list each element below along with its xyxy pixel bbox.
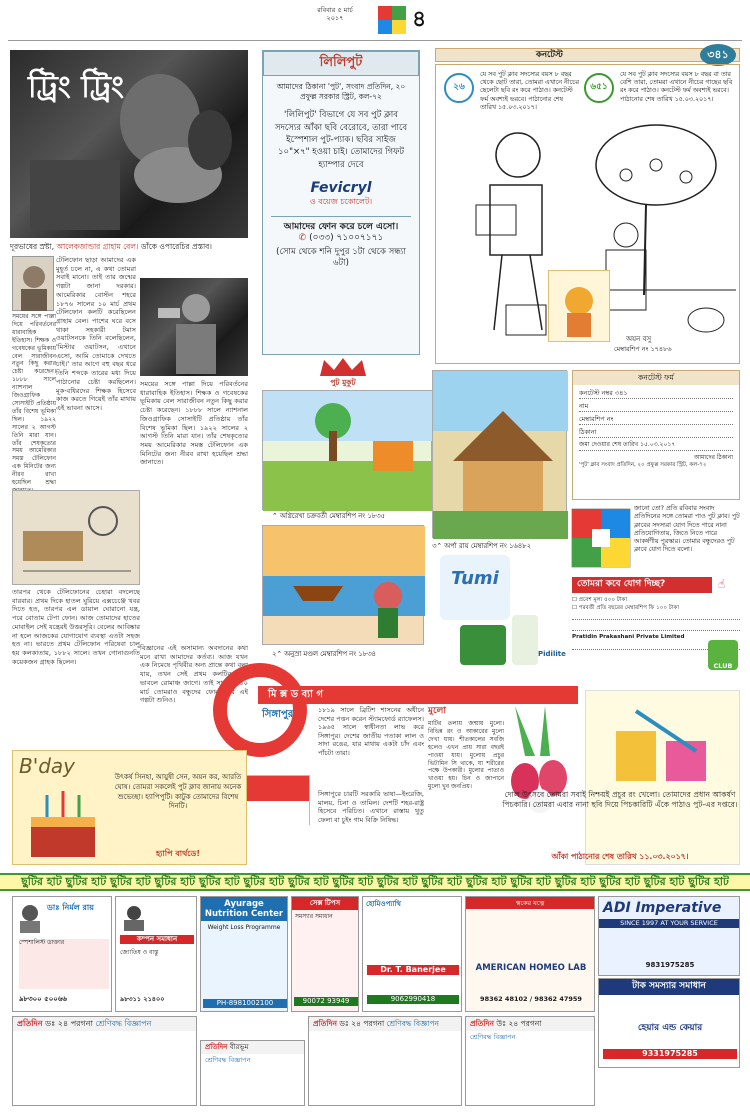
ad-american-homeo[interactable]: ত্বকের যত্নে AMERICAN HOMEO LAB 98362 48102 / 98362 47959 xyxy=(465,896,595,1012)
mixed-bag-text1: ১৮১৯ সালে ব্রিটিশ শাসনের অধীনে দেশের পত্তন করেন স্ট্যামফোর্ড র‍্যাফেলস। ১৯৬৫ সালে স্বাধীনতা লাভ করে সিঙ্গাপুর। দেশের জাতীয় পতাকা লাল ও সাদা রঙের, যার মাথায় একটা চাঁদ এবং পাঁচটা তারা। xyxy=(318,706,424,757)
holi-body: দোল উৎসবে তোমরা সবাই নিশ্চয়ই প্রচুর রং খেলো। তোমাদের প্রধান আকর্ষণ পিচকারি। তোমরা এবার নানা ছবি দিয়ে পিচকারিটি এঁকে পাঠাও পুট-এর দপ্তরে। xyxy=(502,790,738,810)
veg-title: মুলো xyxy=(428,706,446,716)
winner-art xyxy=(548,270,610,342)
article-col-2: সময়ের সঙ্গে পাল্লা দিয়ে পরিবর্তনের ধারাবাহিক ইতিহাস। শিক্ষক ও গবেষকের ভূমিকায় বেল সারাজীবন নতুন কিছু করার চেষ্টা করেছেন। ১৮৮৮ সালে ন্যাশনাল জিওগ্রাফিক সোসাইটি প্রতিষ্ঠায় তাঁর বিশেষ ভূমিকা ছিল। ১৯২২ সালের ২ আগস্ট তিনি মারা যান। তাঁর শেষকৃত্যের সময় আমেরিকার সমস্ত টেলিফোন এক মিনিটের জন্য নীরব রাখা হয়েছিল শ্রদ্ধা জানাতে। xyxy=(140,380,248,467)
ad-hair-care[interactable]: টাক সমস্যার সমাধান হেয়ার এন্ড কেয়ার 9331975285 xyxy=(598,978,740,1068)
mixed-bag-title: মি ক্স ড ব্যা গ xyxy=(258,686,578,704)
artwork-1 xyxy=(262,390,432,510)
contest-box xyxy=(435,64,740,364)
country-name: সিঙ্গাপুর xyxy=(262,709,294,720)
contest-number: ৩৪১ xyxy=(700,44,736,66)
hand-pointer-icon: ☝ xyxy=(718,577,726,591)
artwork-3-credit: ২⌃ অনুস্রা মণ্ডল মেম্বারশিপ নং ১৮৩৪ xyxy=(272,650,376,658)
form-name-field[interactable]: নাম xyxy=(579,402,733,412)
hat-bar-text: ছুটির হাট ছুটির হাট ছুটির হাট ছুটির হাট ছুটির হাট ছুটির হাট ছুটির হাট ছুটির হাট ছুটির হাট ছুটির হাট ছুটির হাট ছুটির হাট ছুটির হাট ছুটির হাট ছুটির হাট ছুটির হাট xyxy=(21,874,729,888)
telephone-photo xyxy=(140,278,248,376)
mixed-bag-text2: সিঙ্গাপুরে চারটি সরকারি ভাষা—ইংরেজি, মালয়, চিনা ও তামিল। দেশটি শহর-রাষ্ট্র হিসেবে পরিচিত। এখানে রাস্তায় থুতু ফেলা বা চুইং গাম বিক্রি নিষিদ্ধ। xyxy=(318,790,424,824)
paint-buckets-icon xyxy=(606,701,716,791)
article-col-1b: সময়ের সঙ্গে পাল্লা দিয়ে পরিবর্তনের ধারাবাহিক ইতিহাস। শিক্ষক ও গবেষকের ভূমিকায় বেল সারাজীবন নতুন কিছু করার চেষ্টা করেছেন। ১৮৮৮ সালে ন্যাশনাল জিওগ্রাফিক সোসাইটি প্রতিষ্ঠায় তাঁর বিশেষ ভূমিকা ছিল। ১৯২২ সালের ২ আগস্ট তিনি মারা যান। তাঁর শেষকৃত্যের সময় আমেরিকার সমস্ত টেলিফোন এক মিনিটের জন্য নীরব রাখা হয়েছিল শ্রদ্ধা xyxy=(12,313,56,487)
early-telephone-diagram xyxy=(12,490,140,585)
tring-title: ট্রিং ট্রিং xyxy=(28,70,125,105)
lilliput-title: লিলিপুট xyxy=(263,51,419,76)
form-last-date: জমা দেওয়ার শেষ তারিখ ১৫.০৩.২০১৭ xyxy=(579,441,733,451)
artwork-3 xyxy=(262,525,424,645)
lilliput-address: আমাদের ঠিকানা 'পুট', সংবাদ প্রতিদিন, ২০ প্রফুল্ল সরকার স্ট্রিট, কল-৭২ xyxy=(276,81,406,101)
ad-homeopathy[interactable]: হোমিওপ্যাথি Dr. T. Banerjee 9062990418 xyxy=(362,896,462,1012)
brand-tail: ও বয়েজ চকোলেট। xyxy=(309,197,373,207)
put-club-logo: CLUB xyxy=(708,640,738,670)
contest-left-badge: ২৬ xyxy=(444,73,474,103)
holi-deadline: আঁকা পাঠানোর শেষ তারিখ ১১.০৩.২০১৭। xyxy=(551,852,689,861)
hat-bar xyxy=(0,873,750,891)
artwork-1-credit: ⌃ অগ্নিরেখা চক্রবর্তী মেম্বারশিপ নং ১৮৩৫ xyxy=(272,512,385,520)
issue-date: রবিবার ৫ মার্চ ২০১৭ xyxy=(317,6,353,23)
join-body: জানো তো? প্রতি রবিবার সংবাদ প্রতিদিনের সঙ্গে তোমরা পাও পুট ক্লাব। পুট ক্লাবের সদস্যরা যোগ দিতে পারে নানা প্রতিযোগিতায়, জিতে নিতে পারে আকর্ষণীয় পুরস্কার। তোমার বন্ধুদেরও পুট ক্লাবে যোগ দিতে বলো। xyxy=(634,505,740,554)
ad-sex-tips[interactable]: সেক্স টিপস সমস্যার সমাধান 90072 93949 xyxy=(291,896,359,1012)
classified-4[interactable]: প্রতিদিন উঃ ২৪ পরগনা শ্রেণিবদ্ধ বিজ্ঞাপন xyxy=(465,1016,595,1106)
bday-wish: হ্যাপি বার্থডে! xyxy=(155,849,201,858)
ad-ayurage[interactable]: Ayurage Nutrition Center Weight Loss Programme PH-8981002100 xyxy=(200,896,288,1012)
bell-photo xyxy=(10,50,248,238)
veg-text: মাটির তলায় জন্মায় মুলো। বিভিন্ন রং ও আকারের মুলো দেখা যায়। শীতকালের সবজি হলেও এখন প্রায় সারা বছরই পাওয়া যায়। মুলোয় প্রচুর ভিটামিন সি থাকে, যা শরীরের পক্ষে উপকারী। মুলোর পাতাও খাওয়া হয়। চিন ও জাপানে মুলো খুব জনপ্রিয়। xyxy=(428,720,504,791)
contest-right-text: যে সব পুট ক্লাব সদস্যের বয়স ৮ বছর বা তার বেশি তারা, তোমরা এখানে নীচের গাছের ছবি রং করে পাঠাও। কনটেস্ট ফর্ম অবশ্যই ভরবে। পাঠানোর শেষ তারিখ ১৫.০৩.২০১৭। xyxy=(620,71,733,103)
ad-imperative[interactable]: ADI Imperative SINCE 1997 AT YOUR SERVICE 9831975285 xyxy=(598,896,740,976)
winner-id: মেম্বারশিপ নং ১৭৪৮৬ xyxy=(614,345,672,353)
classified-3[interactable]: প্রতিদিন ডঃ ২৪ পরগনা শ্রেণিবদ্ধ বিজ্ঞাপন xyxy=(308,1016,462,1106)
pidilite-logo: Pidilite xyxy=(538,650,566,658)
phone-hours: (সোম থেকে শনি দুপুর ১টা থেকে সন্ধ্যা ৬টা) xyxy=(276,246,406,268)
tumi-product: Tumi xyxy=(440,555,510,620)
lilliput-box xyxy=(262,50,420,355)
form-title: কনটেস্ট ফর্ম xyxy=(573,371,739,385)
form-address-field[interactable]: ঠিকানা xyxy=(579,428,733,438)
ad-doctor[interactable]: ডাঃ নির্মল রায় স্পেশালিস্ট ডাক্তার ৯৮৩০০ ৫০০৬৬ xyxy=(12,896,112,1012)
top-rule xyxy=(8,40,742,41)
join-fee-2: ☐ পরবর্তী প্রতি বছরের মেম্বারশিপ ফি ১০০ টাকা xyxy=(572,604,680,611)
bell-caption: দূরভাষের স্রষ্টা, আলেকজান্ডার গ্রাহাম বেল। ডাঁকে ওপারেচির প্রস্তাব। xyxy=(10,242,212,251)
join-name-line xyxy=(572,612,740,620)
winner-name: অয়ন বসু xyxy=(626,335,652,343)
contest-left-text: যে সব পুট ক্লাব সদস্যের বয়স ৮ বছর থেকে ছোট তারা, তোমরা এখানে নীচের ছেলেটা ছবি রং করে পাঠাও। কনটেস্ট ফর্ম অবশ্যই ভরবে। পাঠানোর শেষ তারিখ ১৫.০৩.২০১৭। xyxy=(480,71,579,111)
cake-icon xyxy=(23,783,103,861)
form-contest-number: কনটেস্ট নম্বর ৩৪১ xyxy=(579,389,733,399)
classified-1[interactable]: প্রতিদিন ডঃ ২৪ পরগনা শ্রেণিবদ্ধ বিজ্ঞাপন xyxy=(12,1016,197,1106)
join-fee-1: ☐ প্রবেশ মূল্য ৫০০ টাকা xyxy=(572,597,627,603)
birthday-box xyxy=(12,750,247,865)
fevicryl-logo: Fevicryl xyxy=(310,179,372,196)
join-company: Pratidin Prakashani Private Limited xyxy=(572,634,685,641)
form-send-to: আমাদের ঠিকানা xyxy=(693,453,733,461)
bday-body: উৎকর্ষ সিনহা, আয়ুষী সেন, অয়ন কর, আরতি ঘোষ। তোমরা সকলেই পুট ক্লাব জানায় অনেক শুভেচ্ছা। হ্যাপিপুটি। কাটুক তোমাদের বিশেষ দিনটি। xyxy=(114,773,242,811)
contest-right-badge: ৬৫১ xyxy=(584,73,614,103)
bday-title: B'day xyxy=(19,754,76,778)
ad-astrology[interactable]: কম্পন সমাধান জ্যোতিষ ও বাস্তু ৯৮৩১১ ২১৪০০ xyxy=(115,896,197,1012)
phone-icon: ✆ xyxy=(298,233,307,244)
artwork-2-credit: ৩⌃ অর্পা রায় মেম্বারশিপ নং ১৬৪৮২ xyxy=(432,542,532,550)
put-logo xyxy=(378,6,406,34)
phone-number: ✆ (০৩৩) ৭১০০৭১৭১ xyxy=(298,233,384,244)
article-col-3: তারপর থেকে টেলিফোনের চেহারা বদলেছে বারবার। প্রথম দিকে হাতল ঘুরিয়ে এক্সচেঞ্জে খবর দিতে হত, তারপর এল ডায়াল ঘোরানো যন্ত্র, পরে বোতাম টেপা ফোন। আজ তোমাদের হাতের মোবাইল সেই যন্ত্রেরই উত্তরসূরি। বেলের আবিষ্কার না হলে আজকের যোগাযোগ ব্যবস্থা এতটা সহজ হত না। ভারতে প্রথম টেলিফোন পরিষেবা চালু হয় কলকাতায়, ১৮৮২ সালে। তখন গোনাগুনতি কয়েকজন গ্রাহক ছিলেন। xyxy=(12,588,140,666)
form-send-address: 'পুট' ক্লাব সংবাদ প্রতিদিন, ২০ প্রফুল্ল সরকার স্ট্রিট, কল-৭২ xyxy=(579,461,707,468)
article-col-1a: টেলিফোন ছাড়া আমাদের এক মুহূর্ত চলে না, এ কথা তোমরা সবাই মানো। তাই তার জন্মের গল্পটা জানা দরকার। আমেরিকার বোস্টন শহরে ১৮৭৬ সালের ১০ মার্চ প্রথম টেলিফোন কলটি করেছিলেন গ্রাহাম বেল। পাশের ঘরে বসে থাকা সহকারী টমাস ওয়াটসনকে তিনি বলেছিলেন, 'মিস্টার ওয়াটসন, এখানে এসো, আমি তোমাকে দেখতে চাই।' তার আগে বহু বছর ধরে তিনি শব্দকে তারের মধ্য দিয়ে পাঠানোর চেষ্টা করছিলেন। মূক-বধিরদের শিক্ষক হিসেবে কাজ করতে গিয়েই তাঁর মাথায় এই ভাবনা আসে। xyxy=(56,256,136,412)
article-col-4: বিজ্ঞানের এই অসামান্য অবদানের কথা মনে রাখা আমাদের কর্তব্য। আজ যখন এক নিমেষে পৃথিবীর অন্য প্রান্তে কথা বলা যায়, তখন সেই প্রথম কলটির কথা ভাবলে রোমাঞ্চ জাগে। তাই সামনের ১০ মার্চ তোমরাও বন্ধুদের ফোন করে এই গল্পটা শুনিও। xyxy=(140,644,248,705)
form-membership-field[interactable]: মেম্বারশিপ নং xyxy=(579,415,733,425)
contest-form xyxy=(572,370,740,500)
contest-header: কনটেস্ট xyxy=(435,48,740,62)
join-address-line xyxy=(572,623,740,631)
fevicryl-jar xyxy=(460,625,506,665)
glue-bottle xyxy=(512,615,538,665)
crown-label: পুট মুকুট xyxy=(330,378,356,387)
ludo-icon xyxy=(572,509,630,567)
bell-portrait xyxy=(12,256,54,311)
page-number: ৪ xyxy=(412,6,427,32)
artwork-2 xyxy=(432,370,567,538)
classified-2[interactable]: প্রতিদিন বীরভূম শ্রেণিবদ্ধ বিজ্ঞাপন xyxy=(200,1040,305,1106)
join-cta[interactable]: তোমরা কবে যোগ দিচ্ছ? xyxy=(572,577,712,593)
lilliput-body: 'লিলিপুট' বিভাগে যে সব পুট ক্লাব সদস্যের আঁকা ছবি বেরোবে, তারা পাবে ইস্পেশাল পুট-প্যাক। ছবির সাইজ ১০"×৭" হওয়া চাই। তোমাদের গিফট হ্যাম্পার দেবে xyxy=(274,110,408,170)
join-box xyxy=(572,505,740,575)
phone-prompt: আমাদের ফোন করে চলে এসো। xyxy=(271,216,411,234)
